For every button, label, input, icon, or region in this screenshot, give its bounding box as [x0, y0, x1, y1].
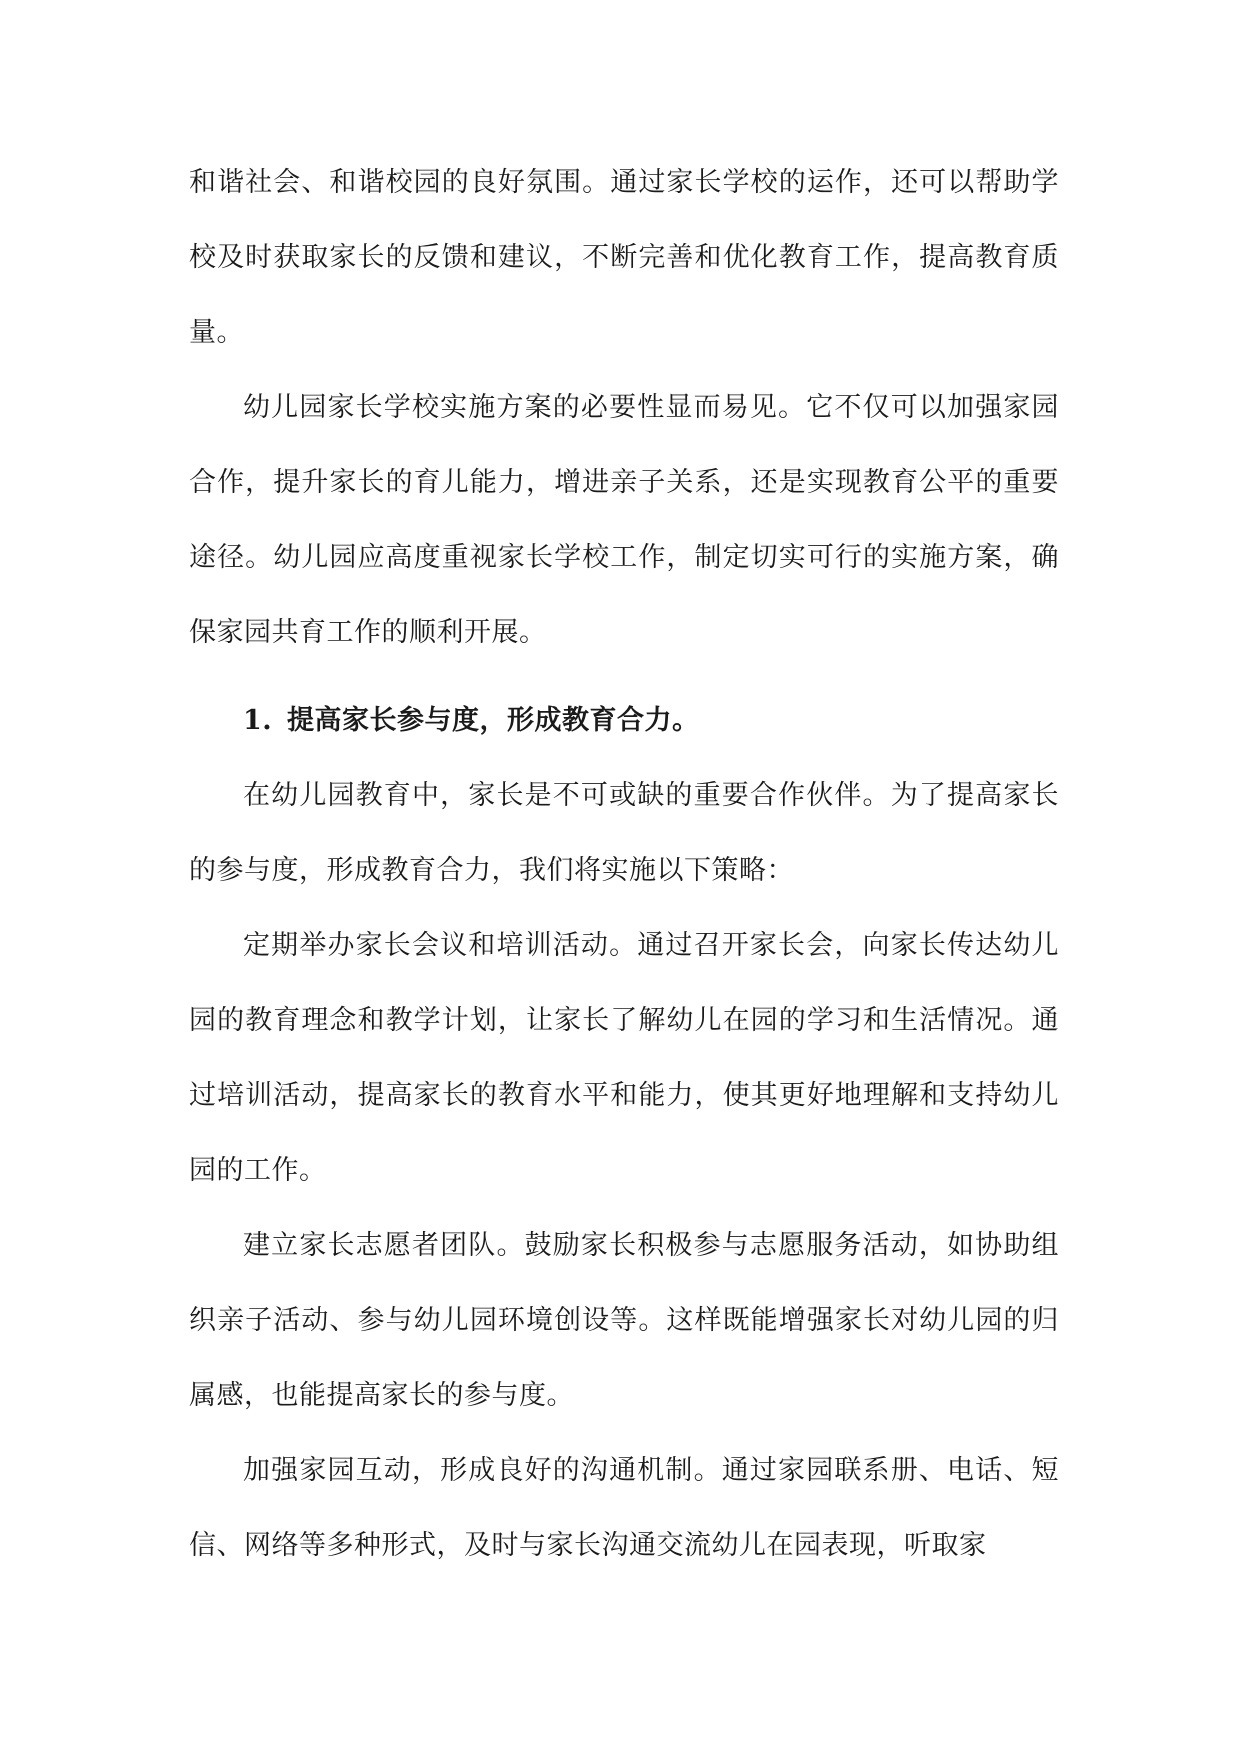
document-body	[189, 145, 1059, 1583]
paragraph-necessity: 幼儿园家长学校实施方案的必要性显而易见。它不仅可以加强家园合作，提升家长的育儿能力，增进亲子关系，还是实现教育公平的重要途径。幼儿园应高度重视家长学校工作，制定切实可行的实施方案，确保家园共育工作的顺利开展。	[189, 392, 1059, 648]
paragraph-volunteers: 建立家长志愿者团队。鼓励家长积极参与志愿服务活动，如协助组织亲子活动、参与幼儿园环境创设等。这样既能增强家长对幼儿园的归属感，也能提高家长的参与度。	[189, 1230, 1059, 1411]
section-heading	[189, 683, 1059, 758]
section-number: 1.	[243, 705, 273, 736]
paragraph-intro: 在幼儿园教育中，家长是不可或缺的重要合作伙伴。为了提高家长的参与度，形成教育合力，我们将实施以下策略：	[189, 780, 1059, 886]
paragraph-continuation: 和谐社会、和谐校园的良好氛围。通过家长学校的运作，还可以帮助学校及时获取家长的反馈和建议，不断完善和优化教育工作，提高教育质量。	[189, 167, 1059, 348]
paragraph-meetings: 定期举办家长会议和培训活动。通过召开家长会，向家长传达幼儿园的教育理念和教学计划，让家长了解幼儿在园的学习和生活情况。通过培训活动，提高家长的教育水平和能力，使其更好地理解和支持幼儿园的工作。	[189, 930, 1059, 1186]
section-title: 提高家长参与度，形成教育合力。	[287, 705, 700, 736]
paragraph-communication: 加强家园互动，形成良好的沟通机制。通过家园联系册、电话、短信、网络等多种形式，及时与家长沟通交流幼儿在园表现，听取家	[189, 1455, 1059, 1561]
